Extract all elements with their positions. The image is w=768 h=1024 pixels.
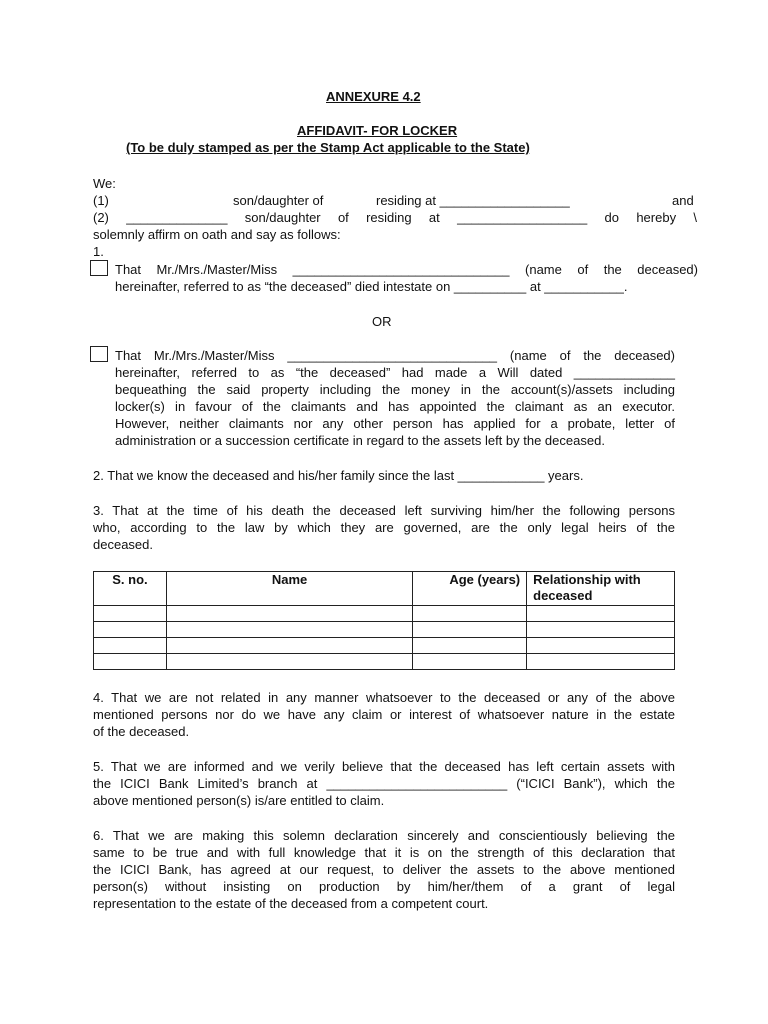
table-cell[interactable] — [527, 654, 675, 670]
deponent-1-residence: residing at __________________ — [376, 193, 570, 208]
deponent-1-relation: son/daughter of — [233, 193, 324, 208]
table-cell[interactable] — [94, 638, 167, 654]
table-cell[interactable] — [527, 622, 675, 638]
option-will-line-6: administration or a succession certificate in regard to the assets left by the deceased. — [115, 433, 605, 448]
table-cell[interactable] — [413, 638, 527, 654]
paragraph-5-line-1: 5. That we are informed and we verily believe that the deceased has left certain assets with — [93, 759, 675, 774]
table-cell[interactable] — [166, 622, 412, 638]
table-cell[interactable] — [413, 654, 527, 670]
table-row — [94, 638, 675, 654]
table-cell[interactable] — [166, 606, 412, 622]
paragraph-6-line-1: 6. That we are making this solemn declaration sincerely and conscientiously believing the — [93, 828, 675, 843]
paragraph-5-line-2: the ICICI Bank Limited’s branch at _________________________ (“ICICI Bank”), which the — [93, 776, 675, 791]
table-row — [94, 622, 675, 638]
affirm-line: solemnly affirm on oath and say as follows: — [93, 227, 341, 242]
table-header-row — [94, 572, 675, 606]
option-intestate-line-2: hereinafter, referred to as “the deceased” died intestate on __________ at ___________. — [115, 279, 628, 294]
paragraph-4-line-1: 4. That we are not related in any manner whatsoever to the deceased or any of the above — [93, 690, 675, 705]
paragraph-6-line-4: person(s) without insisting on production by him/her/them of a grant of legal — [93, 879, 675, 894]
option-will-line-3: bequeathing the said property including the money in the account(s)/assets including — [115, 382, 675, 397]
option-will-line-1: That Mr./Mrs./Master/Miss _____________________________ (name of the deceased) — [115, 348, 675, 363]
paragraph-6-line-3: the ICICI Bank, has agreed at our request, to deliver the assets to the above mentioned — [93, 862, 675, 877]
option-will-line-2: hereinafter, referred to as “the deceased” had made a Will dated ______________ — [115, 365, 675, 380]
table-cell[interactable] — [413, 606, 527, 622]
we-label: We: — [93, 176, 116, 191]
table-cell[interactable] — [413, 622, 527, 638]
table-cell[interactable] — [94, 606, 167, 622]
option-will-line-4: locker(s) in favour of the claimants and has appointed the claimant as an executor. — [115, 399, 675, 414]
or-separator: OR — [372, 314, 392, 329]
deponent-1-number: (1) — [93, 193, 109, 208]
table-cell[interactable] — [527, 606, 675, 622]
and-label: and — [672, 193, 694, 208]
legal-heirs-table — [93, 571, 675, 670]
column-header-sno: S. no. — [94, 572, 167, 606]
column-header-age: Age (years) — [413, 572, 527, 606]
clause-1-number: 1. — [93, 244, 104, 259]
paragraph-3-line-2: who, according to the law by which they are governed, are the only legal heirs of the — [93, 520, 675, 535]
option-will-checkbox[interactable] — [90, 346, 108, 362]
column-header-name: Name — [166, 572, 412, 606]
paragraph-2: 2. That we know the deceased and his/her family since the last ____________ years. — [93, 468, 584, 483]
table-row — [94, 654, 675, 670]
table-cell[interactable] — [166, 638, 412, 654]
paragraph-3-line-3: deceased. — [93, 537, 153, 552]
affidavit-title: AFFIDAVIT- FOR LOCKER — [297, 123, 458, 138]
table-cell[interactable] — [527, 638, 675, 654]
paragraph-4-line-2: mentioned persons nor do we have any claim or interest of whatsoever nature in the estate — [93, 707, 675, 722]
paragraph-6-line-5: representation to the estate of the deceased from a competent court. — [93, 896, 489, 911]
option-intestate-checkbox[interactable] — [90, 260, 108, 276]
paragraph-5-line-3: above mentioned person(s) is/are entitled to claim. — [93, 793, 385, 808]
annexure-heading: ANNEXURE 4.2 — [326, 89, 421, 104]
paragraph-4-line-3: of the deceased. — [93, 724, 190, 739]
affidavit-subtitle: (To be duly stamped as per the Stamp Act applicable to the State) — [126, 140, 530, 155]
table-row — [94, 606, 675, 622]
deponent-2-line: (2) ______________ son/daughter of residing at __________________ do hereby \ — [93, 210, 697, 225]
table-cell[interactable] — [94, 622, 167, 638]
option-will-line-5: However, neither claimants nor any other person has applied for a probate, letter of — [115, 416, 675, 431]
column-header-relationship: Relationship with deceased — [527, 572, 675, 606]
option-intestate-line-1: That Mr./Mrs./Master/Miss ______________________________ (name of the deceased) — [115, 262, 698, 277]
table-cell[interactable] — [166, 654, 412, 670]
paragraph-3-line-1: 3. That at the time of his death the deceased left surviving him/her the following persons — [93, 503, 675, 518]
table-cell[interactable] — [94, 654, 167, 670]
paragraph-6-line-2: same to be true and with full knowledge that it is on the strength of this declaration that — [93, 845, 675, 860]
